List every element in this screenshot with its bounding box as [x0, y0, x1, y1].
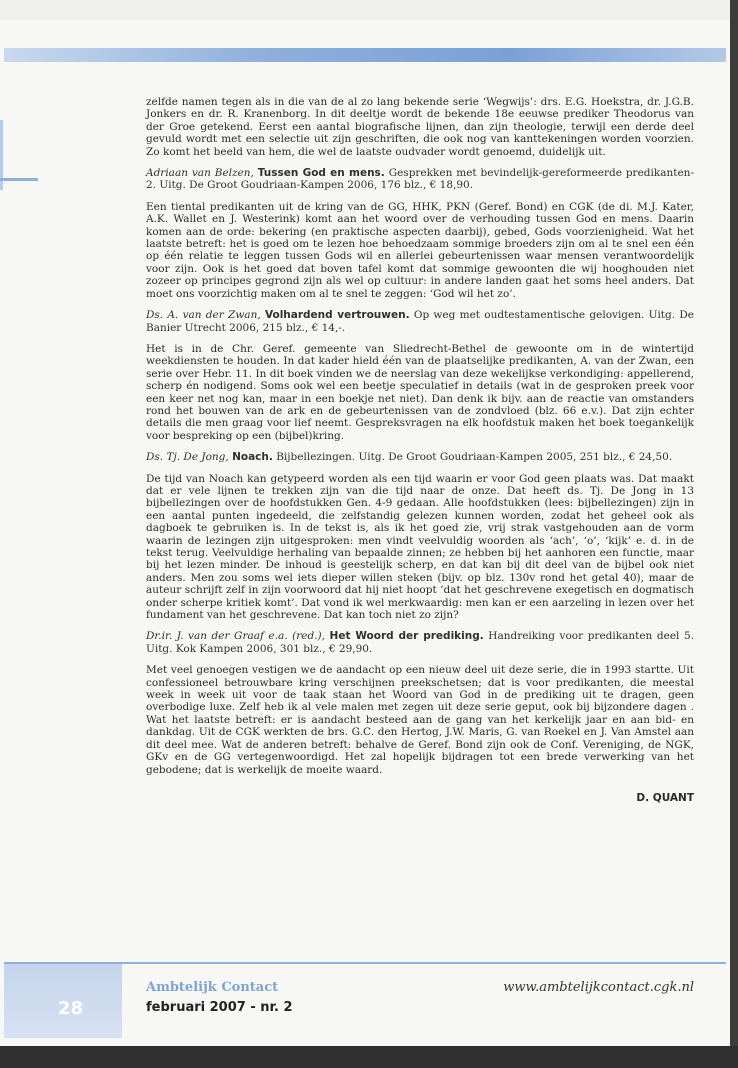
review-body: Het is in de Chr. Geref. gemeente van Sliedrecht-Bethel de gewoonte om in de wintertijd weekdiensten te houden. In dat kader hield één van de plaatselijke predikanten, A. van der Zwan, een serie over Hebr. 11. In dit boek vinden we de neerslag van deze wekelijkse verkondiging: appellerend, scherp én nodigend. Soms ook wel een beetje speculatief in details (wat in de gesproken preek voor een keer net nog kan, maar in een boekje net niet). Dan denk ik bijv. aan de reactie van omstanders rond het bouwen van de ark en de gebeurtenissen van de zondvloed (blz. 66 e.v.). Dat zijn echter details die men graag voor lief neemt. Gespreksvragen na elk hoofdstuk maken het boek toegankelijk voor bespreking op een (bijbel)kring.: [146, 342, 694, 442]
header-stripe: [4, 48, 726, 62]
page-edge-shadow: [730, 0, 738, 1068]
review-body: De tijd van Noach kan getypeerd worden als een tijd waarin er voor God geen plaats was. Dat maakt dat er vele lijnen te trekken zijn van die tijd naar de onze. Dat heeft ds. Tj. De Jong in 13 bijbellezingen over de hoofdstukken Gen. 4-9 gedaan. Alle hoofdstukken (lees: bijbellezingen) zijn in een aantal punten ingedeeld, die zelfstandig gelezen kunnen worden, zodat het geheel ook als dagboek te gebruiken is. In de tekst is, als ik het goed zie, vrij strak vastgehouden aan de vorm waarin de lezingen zijn uitgesproken: men vindt veelvuldig woorden als ‘ach’, ‘o’, ‘kijk’ e. d. in de tekst terug. Veelvuldige herhaling van bepaalde zinnen; ze hebben bij het aanhoren een functie, maar bij het lezen minder. De inhoud is geestelijk scherp, en dat kan bij dit deel van de bijbel ook niet anders. Men zou soms wel iets dieper willen steken (bijv. op blz. 130v rond het getal 40), maar de auteur schrijft zelf in zijn voorwoord dat hij niet hoopt ‘dat het geschrevene exegetisch en dogmatisch onder scherpe kritiek komt’. Dat vond ik wel merkwaardig: men kan er een aarzeling in lezen over het fundament van het geschrevene. Dat kan toch niet zo zijn?: [146, 472, 694, 622]
article-body: [146, 96, 694, 804]
page-number: 28: [58, 998, 84, 1019]
review-reference: [146, 630, 694, 655]
review-author: Ds. A. van der Zwan,: [146, 309, 261, 322]
magazine-issue: februari 2007 - nr. 2: [146, 1000, 293, 1015]
review-body: Met veel genoegen vestigen we de aandacht op een nieuw deel uit deze serie, die in 1993 startte. Uit confessioneel betrouwbare kring verschijnen preekschetsen; dat is voor predikanten, die meestal week in week uit voor de taak staan het Woord van God in de prediking uit te dragen, geen overbodige luxe. Zelf heb ik al vele malen met zegen uit deze serie geput, ook bij bijzondere dagen . Wat het laatste betreft: er is aandacht besteed aan de gang van het kerkelijk jaar en aan bid- en dankdag. Uit de CGK werkten de brs. G.C. den Hertog, J.W. Maris, G. van Roekel en J. Van Amstel aan dit deel mee. Wat de anderen betreft: behalve de Geref. Bond zijn ook de Conf. Vereniging, de NGK, GKv en de GG vertegenwoordigd. Het zal hopelijk bijdragen tot een brede verwerking van het gebodene; dat is werkelijk de moeite waard.: [146, 664, 694, 776]
margin-tab: [0, 178, 38, 181]
review-details: Gesprekken met bevindelijk-gereformeerde predikanten-2. Uitg. De Groot Goudriaan-Kampen 2006, 176 blz., € 18,90.: [146, 167, 694, 192]
intro-paragraph: zelfde namen tegen als in die van de al zo lang bekende serie ‘Wegwijs’: drs. E.G. Hoekstra, dr. J.G.B. Jonkers en dr. R. Kranenborg. In dit deeltje wordt de bekende 18e eeuwse prediker Theodorus van der Groe getekend. Eerst een aantal biografische lijnen, dan zijn theologie, terwijl een derde deel gevuld wordt met een selectie uit zijn geschriften, die ook nog van kanttekeningen worden voorzien. Zo komt het beeld van hem, die wel de laatste oudvader wordt genoemd, duidelijk uit.: [146, 96, 694, 158]
review-author: Adriaan van Belzen,: [146, 167, 254, 180]
author-signature: D. QUANT: [636, 791, 694, 804]
review-title: Tussen God en mens.: [257, 167, 385, 180]
top-edge: [0, 0, 738, 20]
review-details: Bijbellezingen. Uitg. De Groot Goudriaan-Kampen 2005, 251 blz., € 24,50.: [276, 451, 673, 464]
review-body: Een tiental predikanten uit de kring van de GG, HHK, PKN (Geref. Bond) en CGK (de di. M.J. Kater, A.K. Wallet en J. Westerink) komt aan het woord over de verhouding tussen God en mens. Daarin komen aan de orde: bekering (en praktische aspecten daarbij), gebed, Gods voorzienigheid. Wat het laatste betreft: het is goed om te lezen hoe behoedzaam sommige broeders zijn om al te snel een één op één relatie te leggen tussen Gods wil en allerlei gebeurtenissen waar mensen verantwoordelijk voor zijn. Ook is het goed dat boven tafel komt dat sommige gewoonten die wij hooghouden niet zozeer op principes gegrond zijn als wel op cultuur: in andere landen gaat het soms heel anders. Dat moet ons voorzichtig maken om al te snel te zeggen: ‘God wil het zo’.: [146, 200, 694, 300]
review-reference: [146, 451, 694, 463]
review-reference: [146, 309, 694, 334]
review-title: Het Woord der prediking.: [329, 630, 484, 643]
magazine-name: Ambtelijk Contact: [146, 980, 279, 995]
review-title: Volhardend vertrouwen.: [264, 309, 410, 322]
review-title: Noach.: [232, 451, 273, 464]
review-reference: [146, 167, 694, 192]
review-details: Op weg met oudtestamentische gelovigen. Uitg. De Banier Utrecht 2006, 215 blz., € 14,-.: [146, 309, 694, 334]
review-author: Ds. Tj. De Jong,: [146, 451, 229, 464]
bottom-edge: [0, 1046, 738, 1068]
review-author: Dr.ir. J. van der Graaf e.a. (red.),: [146, 630, 325, 643]
magazine-url: www.ambtelijkcontact.cgk.nl: [503, 980, 694, 995]
review-details: Handreiking voor predikanten deel 5. Uitg. Kok Kampen 2006, 301 blz., € 29,90.: [146, 630, 694, 655]
